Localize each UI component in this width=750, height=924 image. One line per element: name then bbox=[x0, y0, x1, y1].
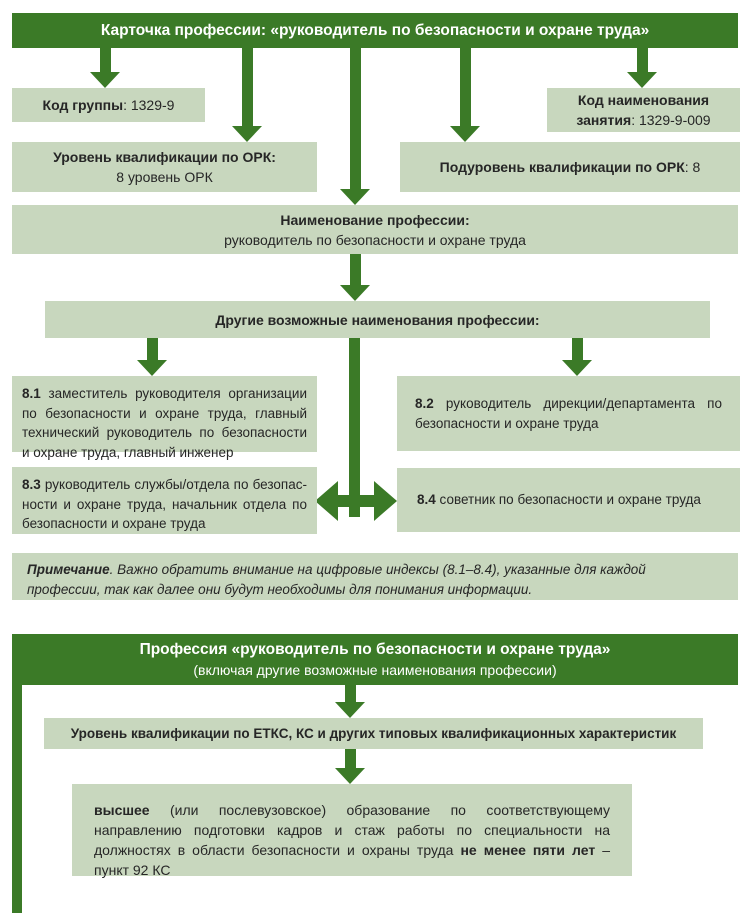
arrow-shaft bbox=[242, 48, 253, 128]
profession-section-subtitle: (включая другие возможные наименования профессии) bbox=[193, 662, 557, 678]
other-names-header-box bbox=[45, 301, 710, 338]
qualification-level-value: 8 уровень ОРК bbox=[116, 169, 213, 185]
etks-level-text: Уровень квалификации по ЕТКС, КС и других типовых квалификационных характеристик bbox=[70, 726, 677, 741]
arrow-shaft bbox=[460, 48, 471, 128]
item-text: руководитель службы/отдела по безопасности и охране труда, начальник отдела по безопасности и охране труда bbox=[22, 477, 307, 531]
note-box bbox=[12, 553, 738, 600]
profession-name-value: руководитель по безопасности и охране труда bbox=[224, 231, 526, 248]
arrow-shaft bbox=[100, 48, 111, 74]
group-code-value: : 1329-9 bbox=[123, 97, 175, 113]
arrow-to-education-requirement bbox=[335, 749, 365, 784]
arrow-head bbox=[335, 768, 365, 784]
arrow-head bbox=[562, 360, 592, 376]
requirement-text-1: (или послевузовское) образование по соответствующему направлению подготовки кадров и стаж работы по специальности на должностях в области безопасности и охраны труда bbox=[94, 802, 610, 858]
qualification-level-box bbox=[12, 142, 317, 192]
arrow-shaft bbox=[350, 48, 361, 191]
double-arrow-8-3-8-4 bbox=[315, 481, 397, 521]
arrow-to-group-code bbox=[90, 48, 120, 88]
occupation-code-label-1: Код наименования bbox=[577, 92, 710, 108]
item-index: 8.4 bbox=[417, 492, 436, 508]
other-names-title: Другие возможные наименования профессии: bbox=[215, 311, 540, 328]
arrow-head bbox=[450, 126, 480, 142]
qualification-sublevel-box bbox=[400, 142, 740, 192]
item-text: руководитель дирекции/департамента по безопасности и охране труда bbox=[415, 396, 722, 431]
requirement-text-2: – пункт 92 КС bbox=[94, 842, 610, 878]
arrow-head bbox=[340, 285, 370, 301]
arrow-shaft bbox=[147, 338, 158, 362]
item-index: 8.2 bbox=[415, 396, 434, 411]
requirement-bold-education: высшее bbox=[94, 802, 150, 818]
arrow-shaft bbox=[350, 254, 361, 287]
item-text: заместитель руководителя организации по безопасности и охране труда, главный технический руководитель по безопасности и охране труда, главный инженер bbox=[22, 386, 307, 460]
arrow-shaft bbox=[345, 684, 356, 704]
group-code-label: Код группы bbox=[42, 97, 124, 113]
etks-level-box bbox=[44, 718, 703, 749]
card-header bbox=[12, 13, 738, 48]
arrow-shaft bbox=[572, 338, 583, 362]
group-code-box bbox=[12, 88, 205, 122]
note-label: Примечание bbox=[27, 562, 110, 577]
arrow-shaft bbox=[637, 48, 648, 74]
arrow-head bbox=[137, 360, 167, 376]
arrow-to-qual-level bbox=[232, 48, 262, 142]
arrow-to-occupation-code bbox=[627, 48, 657, 88]
arrow-to-profession-name bbox=[340, 48, 370, 205]
arrow-head-left bbox=[315, 481, 338, 521]
profession-item-8-1 bbox=[12, 376, 317, 460]
profession-item-8-2 bbox=[397, 376, 740, 451]
arrow-shaft bbox=[345, 749, 356, 770]
item-text: советник по безопасности и охране труда bbox=[439, 492, 701, 508]
education-requirement-box bbox=[72, 784, 632, 876]
profession-item-8-4 bbox=[397, 468, 740, 532]
profession-name-box bbox=[12, 205, 738, 254]
arrow-to-item-8-2 bbox=[562, 338, 592, 376]
item-index: 8.1 bbox=[22, 386, 41, 401]
card-header-title: Карточка профессии: «руководитель по безопасности и охране труда» bbox=[100, 22, 650, 39]
profession-item-8-3 bbox=[12, 467, 317, 534]
arrow-head bbox=[335, 702, 365, 718]
profession-section-header bbox=[12, 634, 738, 685]
arrow-shaft bbox=[336, 495, 376, 507]
arrow-head bbox=[627, 72, 657, 88]
section-left-spine bbox=[12, 684, 22, 913]
arrow-to-qual-sublevel bbox=[450, 48, 480, 142]
requirement-bold-experience: не менее пяти лет bbox=[460, 842, 596, 858]
arrow-head-right bbox=[374, 481, 397, 521]
profession-section-title: Профессия «руководитель по безопасности и охране труда» bbox=[139, 641, 611, 658]
occupation-code-box bbox=[547, 88, 740, 132]
note-text: . Важно обратить внимание на цифровые индексы (8.1–8.4), указанные для каждой профессии, так как далее они будут необходимы для понимания информации. bbox=[27, 562, 646, 597]
arrow-head bbox=[340, 189, 370, 205]
arrow-to-etks-level bbox=[335, 684, 365, 718]
arrow-to-item-8-1 bbox=[137, 338, 167, 376]
qualification-level-label: Уровень квалификации по ОРК: bbox=[53, 149, 276, 165]
qualification-sublevel-label: Подуровень квалификации по ОРК bbox=[439, 159, 685, 175]
profession-name-label: Наименование профессии: bbox=[280, 211, 470, 228]
qualification-sublevel-value: : 8 bbox=[684, 159, 701, 175]
arrow-to-other-names bbox=[340, 254, 370, 301]
arrow-head bbox=[90, 72, 120, 88]
arrow-head bbox=[232, 126, 262, 142]
occupation-code-value: : 1329-9-009 bbox=[631, 112, 711, 128]
item-index: 8.3 bbox=[22, 477, 41, 492]
occupation-code-label-2: занятия bbox=[576, 112, 632, 128]
